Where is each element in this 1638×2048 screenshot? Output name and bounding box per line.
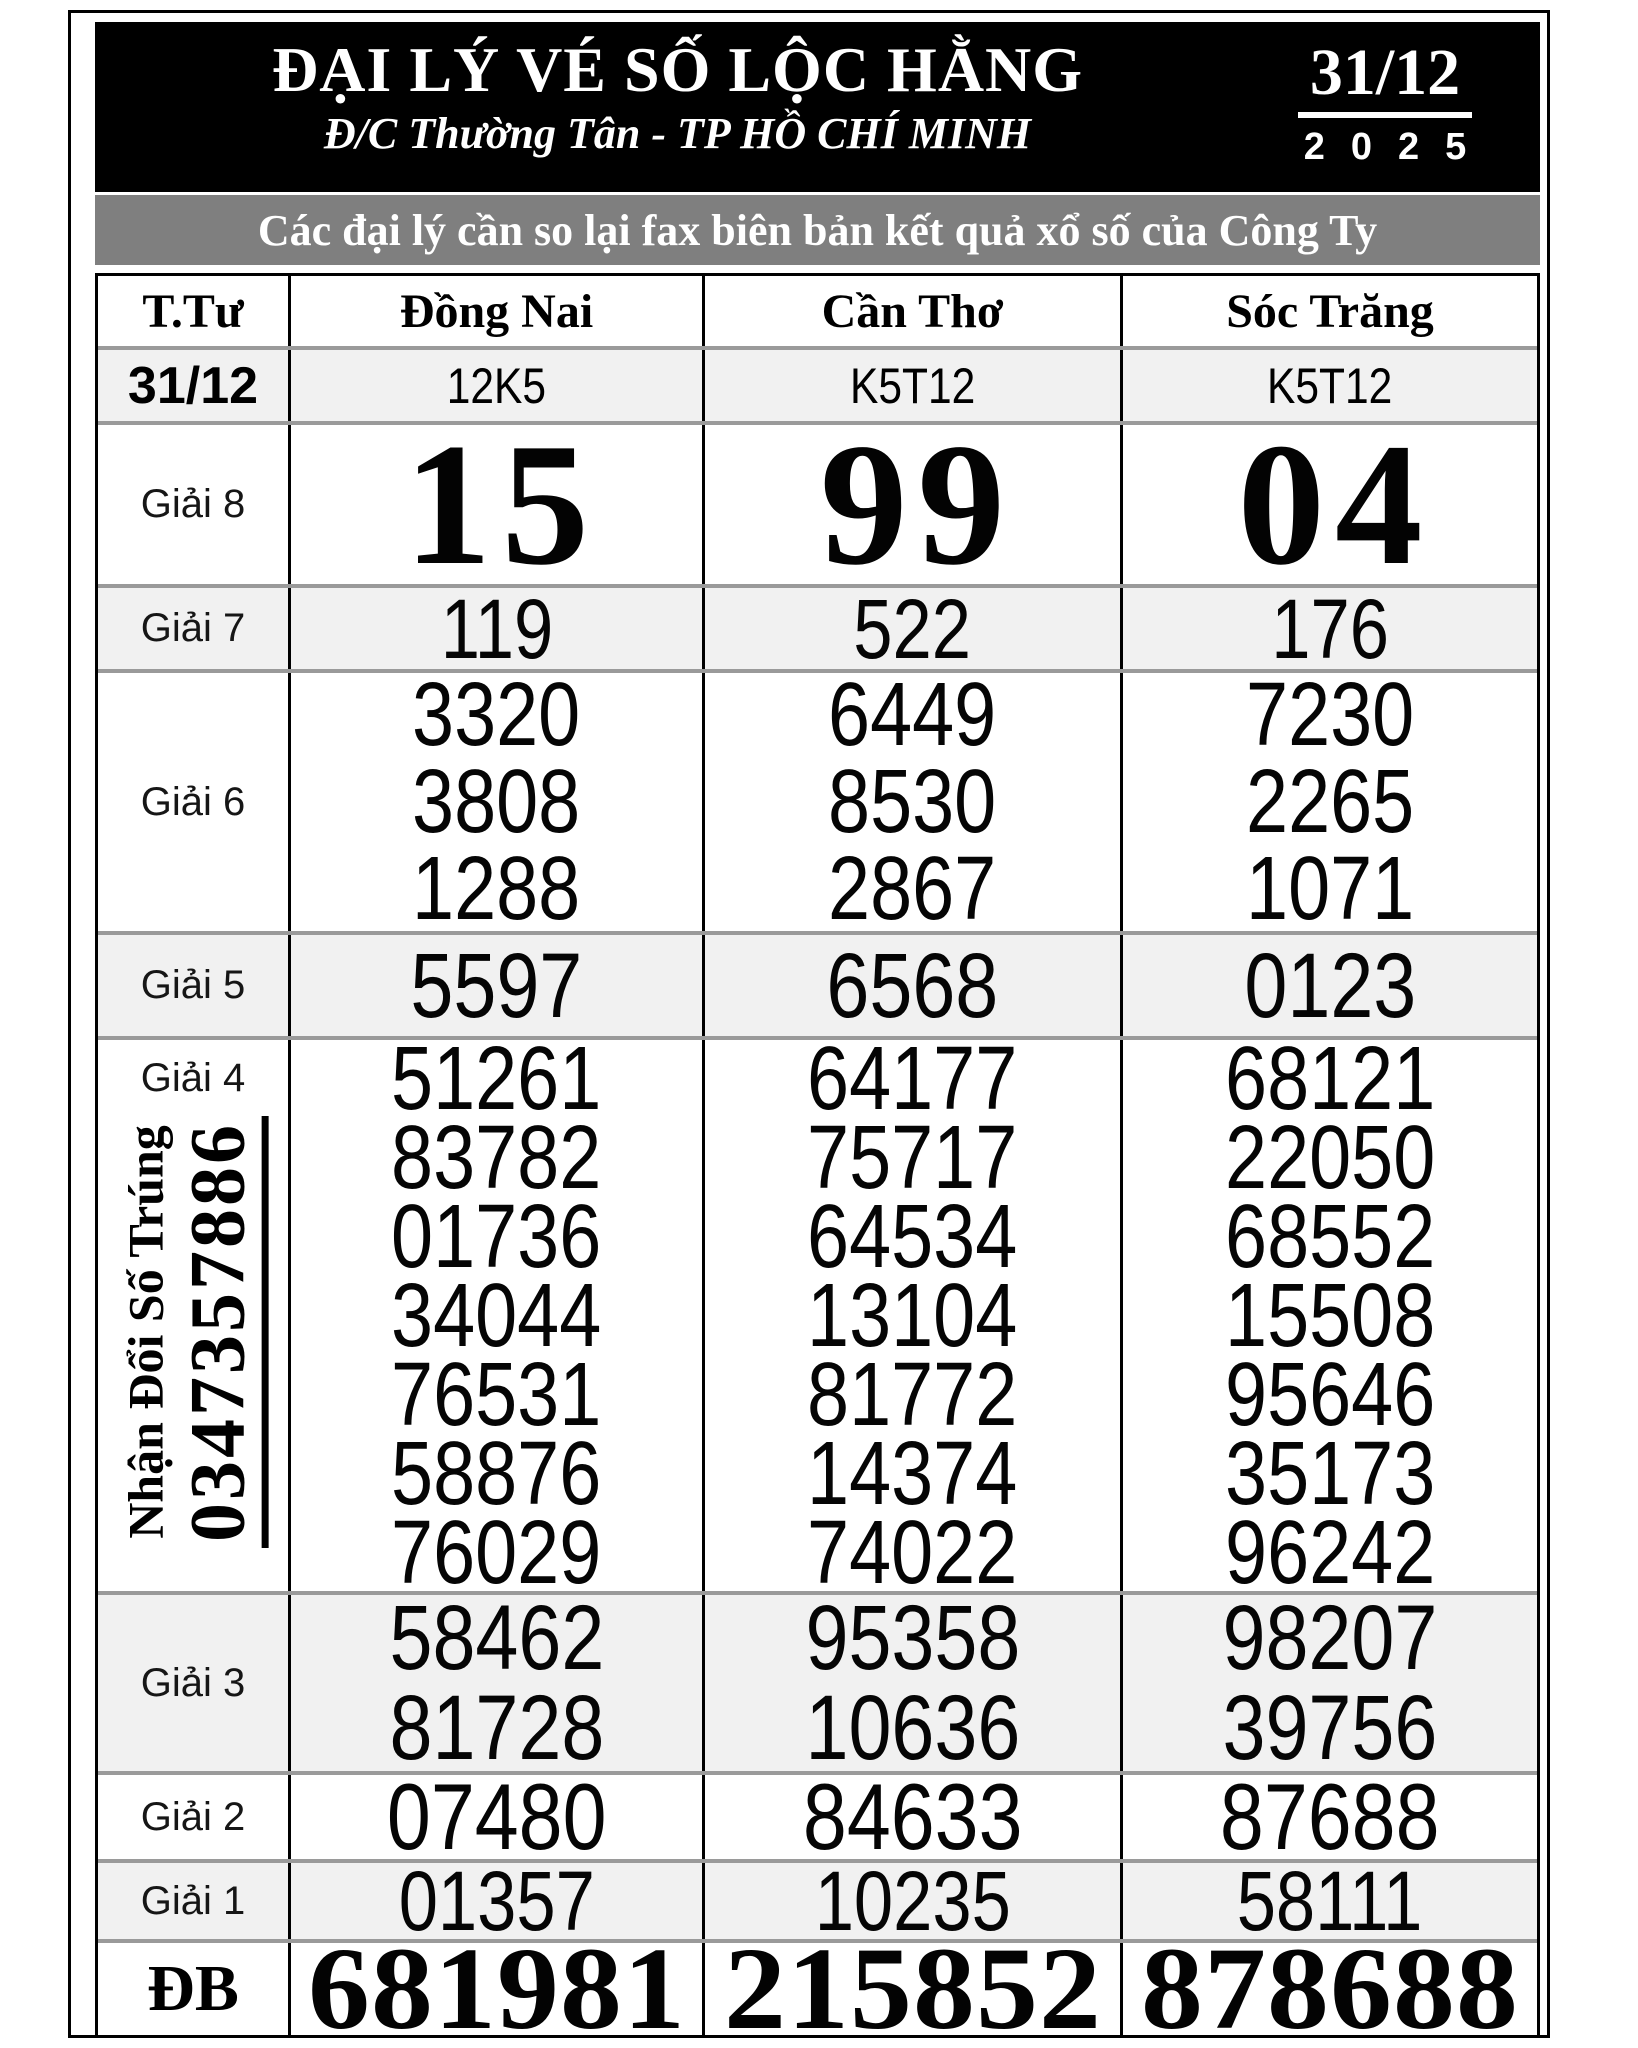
prize-row-2: [98, 1771, 1537, 1859]
prize-number: 76531: [391, 1344, 602, 1445]
prize-row-4: [98, 1036, 1537, 1591]
draw-date: 31/12: [1298, 40, 1472, 118]
prize-row-7: [98, 584, 1537, 669]
draw-year: 2025: [1303, 126, 1493, 168]
prize-row-8: [98, 421, 1537, 584]
prize-label: ĐB: [147, 1952, 239, 2025]
prize-number: 07480: [386, 1775, 607, 1859]
prize-number: 13104: [807, 1265, 1018, 1366]
prize-label: Giải 1: [140, 1878, 246, 1923]
side-note-phone: 0347357886: [175, 1116, 268, 1548]
prize-number: 878688: [1141, 1943, 1519, 2035]
prize-number: 7230: [1245, 673, 1415, 765]
prize-number: 1288: [412, 839, 581, 931]
prize-number: 6449: [828, 673, 997, 765]
prize-number: 95646: [1224, 1344, 1436, 1445]
prize-number: 96242: [1224, 1502, 1436, 1591]
prize-number: 87688: [1220, 1775, 1440, 1859]
province-dong-nai: Đồng Nai: [399, 284, 594, 338]
prize-number: 22050: [1224, 1107, 1436, 1208]
notice-bar: Các đại lý cần so lại fax biên bản kết quả xổ số của Công Ty: [95, 195, 1540, 265]
prize-number: 64177: [807, 1040, 1018, 1129]
prize-number: 8530: [828, 752, 997, 852]
draw-code: 12K5: [446, 357, 547, 414]
prize-number: 522: [853, 588, 972, 669]
province-soc-trang: Sóc Trăng: [1226, 284, 1434, 338]
prize-number: 6568: [826, 935, 999, 1036]
prize-number: 51261: [391, 1040, 602, 1129]
agency-title: ĐẠI LÝ VÉ SỐ LỘC HẰNG: [271, 34, 1084, 105]
prize-number: 64534: [807, 1186, 1018, 1287]
prize-number: 58462: [389, 1595, 604, 1689]
prize-number: 83782: [391, 1107, 602, 1208]
draw-code: K5T12: [1267, 357, 1393, 414]
table-header-row: [98, 276, 1537, 346]
prize-number: 2265: [1245, 752, 1415, 852]
prize-number: 34044: [391, 1265, 602, 1366]
prize-label: Giải 6: [140, 779, 246, 824]
prize-number: 75717: [807, 1107, 1018, 1208]
prize-number: 99: [820, 425, 1015, 584]
prize-number: 01736: [391, 1186, 602, 1287]
prize-number: 81728: [389, 1677, 604, 1771]
prize-number: 119: [440, 588, 553, 669]
side-note: [118, 1116, 269, 1548]
draw-code-row: [98, 346, 1537, 421]
prize-row-6: [98, 669, 1537, 931]
prize-number: 95358: [805, 1595, 1020, 1689]
prize-number: 14374: [807, 1423, 1018, 1524]
day-label: T.Tư: [142, 284, 244, 338]
prize-number: 3808: [412, 752, 581, 852]
prize-label: Giải 5: [140, 963, 246, 1007]
prize-number: 98207: [1222, 1595, 1438, 1689]
prize-number: 58876: [391, 1423, 602, 1524]
prize-number: 10235: [814, 1863, 1011, 1939]
prize-number: 04: [1237, 425, 1433, 584]
prize-number: 1071: [1245, 839, 1415, 931]
prize-number: 68552: [1224, 1186, 1436, 1287]
draw-code: K5T12: [849, 357, 976, 414]
side-note-text: Nhận Đổi Số Trúng: [117, 1125, 174, 1539]
agency-address: Đ/C Thường Tân - TP HỒ CHÍ MINH: [323, 109, 1032, 158]
prize-number: 84633: [802, 1775, 1023, 1859]
masthead: [95, 22, 1540, 192]
prize-number: 76029: [391, 1502, 602, 1591]
prize-number: 2867: [828, 839, 997, 931]
prize-label: Giải 4: [140, 1056, 246, 1100]
prize-label: Giải 2: [140, 1794, 246, 1839]
prize-row-3: [98, 1591, 1537, 1771]
prize-number: 58111: [1237, 1863, 1423, 1939]
prize-label: Giải 3: [140, 1660, 246, 1705]
prize-number: 3320: [412, 673, 581, 765]
prize-label: Giải 8: [140, 482, 246, 526]
date-box: [1250, 36, 1520, 169]
prize-number: 15508: [1224, 1265, 1436, 1366]
prize-label: Giải 7: [140, 606, 246, 650]
prize-number: 39756: [1222, 1677, 1438, 1771]
prize-number: 10636: [805, 1677, 1020, 1771]
prize-number: 5597: [410, 935, 583, 1036]
prize-number: 01357: [398, 1863, 595, 1939]
prize-number: 15: [404, 425, 599, 584]
prize-number: 215852: [723, 1943, 1102, 2035]
prize-number: 35173: [1224, 1423, 1436, 1524]
prize-row-special: [98, 1939, 1537, 2035]
province-can-tho: Cần Thơ: [821, 284, 1004, 338]
prize-number: 681981: [307, 1943, 686, 2035]
page-frame: [68, 10, 1550, 2038]
draw-date-cell: 31/12: [127, 356, 259, 415]
prize-row-1: [98, 1859, 1537, 1939]
prize-number: 176: [1271, 588, 1389, 669]
prize-row-5: [98, 931, 1537, 1036]
prize-number: 68121: [1224, 1040, 1436, 1129]
prize-number: 0123: [1244, 935, 1416, 1036]
sheet: [95, 22, 1540, 2038]
results-table: [95, 273, 1540, 2038]
prize-number: 81772: [807, 1344, 1018, 1445]
prize-number: 74022: [807, 1502, 1018, 1591]
